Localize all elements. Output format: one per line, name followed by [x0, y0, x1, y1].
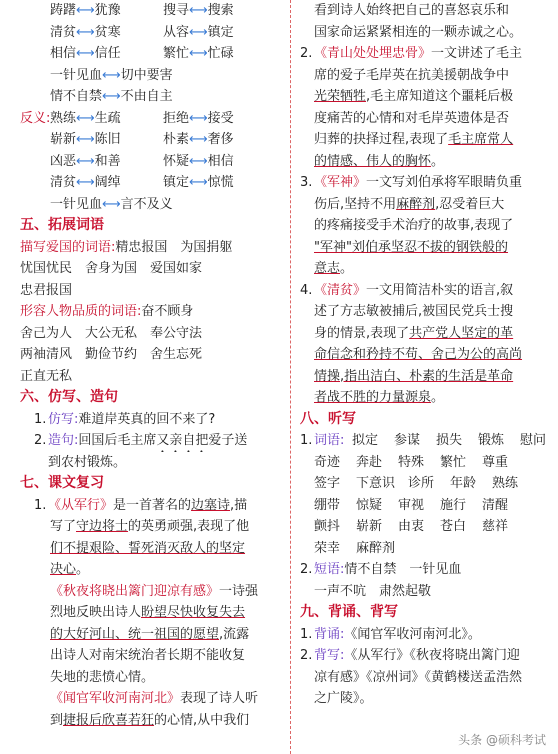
review-p3-line-3: 看到诗人始终把自己的喜怒哀乐和	[314, 3, 510, 18]
word: 从容	[163, 24, 190, 40]
word-pair	[163, 22, 276, 44]
word: 镇定	[207, 24, 234, 40]
review-item-3-line-5: 意志。	[314, 261, 354, 276]
section-5-title: 五、拓展词语	[20, 217, 104, 233]
dictation-word: 熟练	[492, 476, 519, 491]
dictation-word: 苍白	[440, 519, 467, 534]
review-p2-line-3: 的大好河山、统一祖国的愿望,流露	[50, 626, 250, 642]
word: 奢侈	[207, 132, 234, 147]
review-p1-line-3: 们不提艰险、誓死消灭敌人的坚定	[50, 540, 246, 556]
left-column	[20, 0, 282, 731]
dictation-word: 绷带	[314, 497, 341, 513]
dictation-words-row-1: 1. 词语: 拟定 参谋 损失 锻炼 慰问	[300, 430, 550, 452]
dictation-word: 奔赴	[356, 454, 383, 470]
word: 搜寻	[163, 3, 190, 18]
pair-row	[20, 151, 282, 173]
word-pair	[163, 129, 276, 151]
recite-item-2-line-1: 2. 背写:《从军行》《秋夜将晓出篱门迎	[300, 648, 520, 663]
word: 惊慌	[207, 175, 234, 190]
row1-words	[352, 430, 550, 452]
review-p2-line-1: 《秋夜将晓出篱门迎凉有感》一诗强	[50, 583, 259, 599]
review-item-2-line-2: 席的爱子毛岸英在抗美援朝战争中	[314, 67, 510, 83]
recite-item-1: 1. 背诵:《闻官军收河南河北》。	[300, 626, 481, 642]
quality-line-4: 正直无私	[20, 368, 73, 384]
dictation-word: 参谋	[394, 433, 421, 448]
quality-line-1: 形容人物品质的词语:奋不顾身	[20, 304, 194, 319]
review-p1-line-4: 决心。	[50, 562, 90, 577]
dictation-words-row	[300, 452, 550, 474]
word: 清贫	[50, 175, 77, 190]
word: 拒绝	[163, 110, 190, 126]
review-item-3-line-3: 的疼痛接受手术治疗的故事,表现了	[314, 218, 514, 233]
dictation-word: 清醒	[482, 497, 509, 513]
double-arrow-icon: ⟷	[102, 89, 121, 104]
dictation-words-row	[300, 538, 550, 560]
word: 繁忙	[163, 46, 190, 61]
dictation-word: 麻醉剂	[356, 540, 396, 556]
review-p3-line-1: 《闻官军收河南河北》表现了诗人听	[50, 691, 259, 706]
word: 凶恶	[50, 153, 77, 169]
dictation-word: 施行	[440, 497, 467, 513]
word-pair	[50, 43, 163, 65]
word-pair	[163, 43, 276, 65]
word: 贫寒	[94, 24, 121, 40]
review-item-3-line-2: 伤后,坚持不用麻醉剂,忍受着巨大	[314, 196, 505, 212]
review-p1-line-2: 写了守边将士的英勇顽强,表现了他	[50, 519, 250, 534]
antonym-label: 反义:	[20, 110, 51, 126]
imitation-item: 1. 仿写:难道岸英真的回不来了?	[34, 411, 216, 427]
word: 一针见血	[50, 67, 103, 83]
review-p2-line-4: 出诗人对南宋统治者长期不能收复	[50, 648, 246, 663]
double-arrow-icon: ⟷	[76, 46, 95, 61]
word: 相信	[207, 153, 234, 169]
dictation-words-row	[300, 516, 550, 538]
review-item-2-line-5: 归葬的抉择过程,表现了毛主席常人	[314, 132, 514, 147]
review-p2-line-5: 失地的悲愤心情。	[50, 669, 155, 685]
word: 踌躇	[50, 3, 77, 18]
dictation-word: 特殊	[398, 454, 425, 470]
dictation-word: 颤抖	[314, 519, 341, 534]
quality-line-2: 舍己为人 大公无私 奉公守法	[20, 325, 203, 341]
word: 熟练	[50, 110, 77, 126]
word-pair	[50, 0, 163, 22]
word-pair	[163, 172, 276, 194]
dictation-word: 损失	[436, 433, 463, 448]
word-pair	[163, 0, 276, 22]
double-arrow-icon: ⟷	[189, 3, 208, 18]
pair-row	[20, 22, 282, 44]
pair-row	[20, 129, 282, 151]
review-item-4-line-2: 述了方志敏被捕后,被国民党兵士搜	[314, 304, 514, 319]
patriot-line-2: 忧国忧民 舍身为国 爱国如家	[20, 261, 203, 276]
dictation-word: 繁忙	[440, 454, 467, 470]
double-arrow-icon: ⟷	[189, 46, 208, 61]
dictation-word: 奇迹	[314, 454, 341, 470]
word: 切中要害	[120, 67, 173, 83]
dictation-word: 锻炼	[478, 433, 505, 448]
word: 清贫	[50, 24, 77, 40]
review-item-2-line-4: 度痛苦的心情和对毛岸英遗体是否	[314, 110, 510, 126]
patriot-line-3: 忠君报国	[20, 282, 73, 298]
word: 情不自禁	[50, 89, 103, 104]
dictation-word: 崭新	[356, 519, 383, 534]
column-divider	[290, 0, 291, 754]
word: 犹豫	[94, 3, 121, 18]
section-8-title: 八、听写	[300, 410, 356, 427]
right-column	[300, 0, 550, 710]
word: 搜索	[207, 3, 234, 18]
pair-row	[20, 108, 282, 130]
phrase-line-2: 一声不吭 肃然起敬	[314, 583, 432, 599]
synonym-single-row	[20, 86, 282, 108]
review-p3-line-4: 国家命运紧紧相连的一颗赤诚之心。	[314, 24, 523, 40]
review-p1-line-1: 1. 《从军行》是一首著名的边塞诗,描	[34, 497, 248, 513]
double-arrow-icon: ⟷	[76, 3, 95, 18]
phrase-line-1: 2. 短语:情不自禁 一针见血	[300, 562, 462, 577]
double-arrow-icon: ⟷	[76, 153, 95, 169]
pair-row	[20, 172, 282, 194]
review-item-2-line-1: 2. 《青山处处埋忠骨》一文讲述了毛主	[300, 46, 523, 61]
word: 怀疑	[163, 153, 190, 169]
double-arrow-icon: ⟷	[189, 110, 208, 126]
quality-line-3: 两袖清风 勤俭节约 舍生忘死	[20, 347, 203, 362]
synonym-singles	[20, 65, 282, 108]
dictation-word: 审视	[398, 497, 425, 513]
word: 崭新	[50, 132, 77, 147]
recite-item-2-line-2: 凉有感》《凉州词》《黄鹤楼送孟浩然	[314, 669, 523, 685]
word: 相信	[50, 46, 77, 61]
review-p3-line-2: 到捷报后欣喜若狂的心情,从中我们	[50, 712, 250, 728]
dictation-word: 年龄	[450, 476, 477, 491]
sentence-item-cont: 到农村锻炼。	[48, 454, 127, 470]
patriot-line-1: 描写爱国的词语:精忠报国 为国捐躯	[20, 239, 233, 255]
dictation-word: 下意识	[356, 476, 396, 491]
section-7-title: 七、课文复习	[20, 475, 104, 491]
dictation-word: 慈祥	[482, 519, 509, 534]
double-arrow-icon: ⟷	[76, 132, 95, 147]
double-arrow-icon: ⟷	[102, 67, 121, 83]
word-pair	[50, 129, 163, 151]
dictation-words-row	[300, 495, 550, 517]
section-9-title: 九、背诵、背写	[300, 604, 398, 620]
sentence-item: 2. 造句:回国后毛主席又亲自把爱子送	[34, 433, 248, 448]
word-pair	[50, 108, 163, 130]
review-item-3-line-4: "军神"刘伯承坚忍不拔的钢铁般的	[314, 239, 508, 255]
word: 和善	[94, 153, 121, 169]
dictation-word: 签字	[314, 476, 341, 491]
section-6-title: 六、仿写、造句	[20, 389, 118, 405]
double-arrow-icon: ⟷	[76, 24, 95, 40]
double-arrow-icon: ⟷	[102, 196, 121, 212]
review-item-4-line-1: 4. 《清贫》一文用简洁朴实的语言,叙	[300, 282, 514, 298]
dictation-word: 荣幸	[314, 540, 341, 556]
watermark: 头条 @硕科考试	[458, 733, 546, 747]
word: 不由自主	[120, 89, 173, 104]
double-arrow-icon: ⟷	[189, 132, 208, 147]
word: 生疏	[94, 110, 121, 126]
double-arrow-icon: ⟷	[189, 24, 208, 40]
word: 朴素	[163, 132, 190, 147]
antonym-pairs	[20, 108, 282, 194]
review-item-3-line-1: 3. 《军神》一文写刘伯承将军眼睛负重	[300, 175, 523, 190]
antonym-single: 一针见血⟷言不及义	[50, 196, 173, 212]
review-item-4-line-4: 命信念和矜持不苟、舍己为公的高尚	[314, 347, 523, 362]
review-p2-line-2: 烈地反映出诗人盼望尽快收复失去	[50, 605, 246, 620]
pair-row	[20, 43, 282, 65]
word-pair	[163, 108, 276, 130]
word-pair	[50, 22, 163, 44]
dictation-word-rows	[300, 452, 550, 560]
dictation-word: 拟定	[352, 433, 379, 448]
word: 接受	[207, 110, 234, 126]
review-item-4-line-3: 身的情景,表现了共产党人坚定的革	[314, 325, 514, 341]
dictation-word: 惊疑	[356, 497, 383, 513]
word-pair	[163, 151, 276, 173]
recite-item-2-line-3: 之广陵》。	[314, 691, 373, 706]
double-arrow-icon: ⟷	[76, 175, 95, 190]
word: 阔绰	[94, 175, 121, 190]
word: 信任	[94, 46, 121, 61]
double-arrow-icon: ⟷	[189, 175, 208, 190]
review-item-4-line-6: 者战不胜的力量源泉。	[314, 390, 445, 405]
review-item-2-line-6: 的情感、伟人的胸怀。	[314, 153, 445, 169]
dictation-word: 慰问	[520, 433, 547, 448]
review-item-4-line-5: 情操,指出洁白、朴素的生活是革命	[314, 368, 514, 384]
word: 忙碌	[207, 46, 234, 61]
word: 镇定	[163, 175, 190, 190]
synonym-pairs	[20, 0, 282, 65]
synonym-single-row	[20, 65, 282, 87]
word-pair	[50, 172, 163, 194]
review-item-2-line-3: 光荣牺牲,毛主席知道这个噩耗后极	[314, 89, 514, 104]
dictation-word: 尊重	[482, 454, 509, 470]
double-arrow-icon: ⟷	[189, 153, 208, 169]
word-pair	[50, 151, 163, 173]
word: 陈旧	[94, 132, 121, 147]
dictation-word: 由衷	[398, 519, 425, 534]
dictation-words-row	[300, 473, 550, 495]
dictation-word: 诊所	[408, 476, 435, 491]
pair-row	[20, 0, 282, 22]
double-arrow-icon: ⟷	[76, 110, 95, 126]
